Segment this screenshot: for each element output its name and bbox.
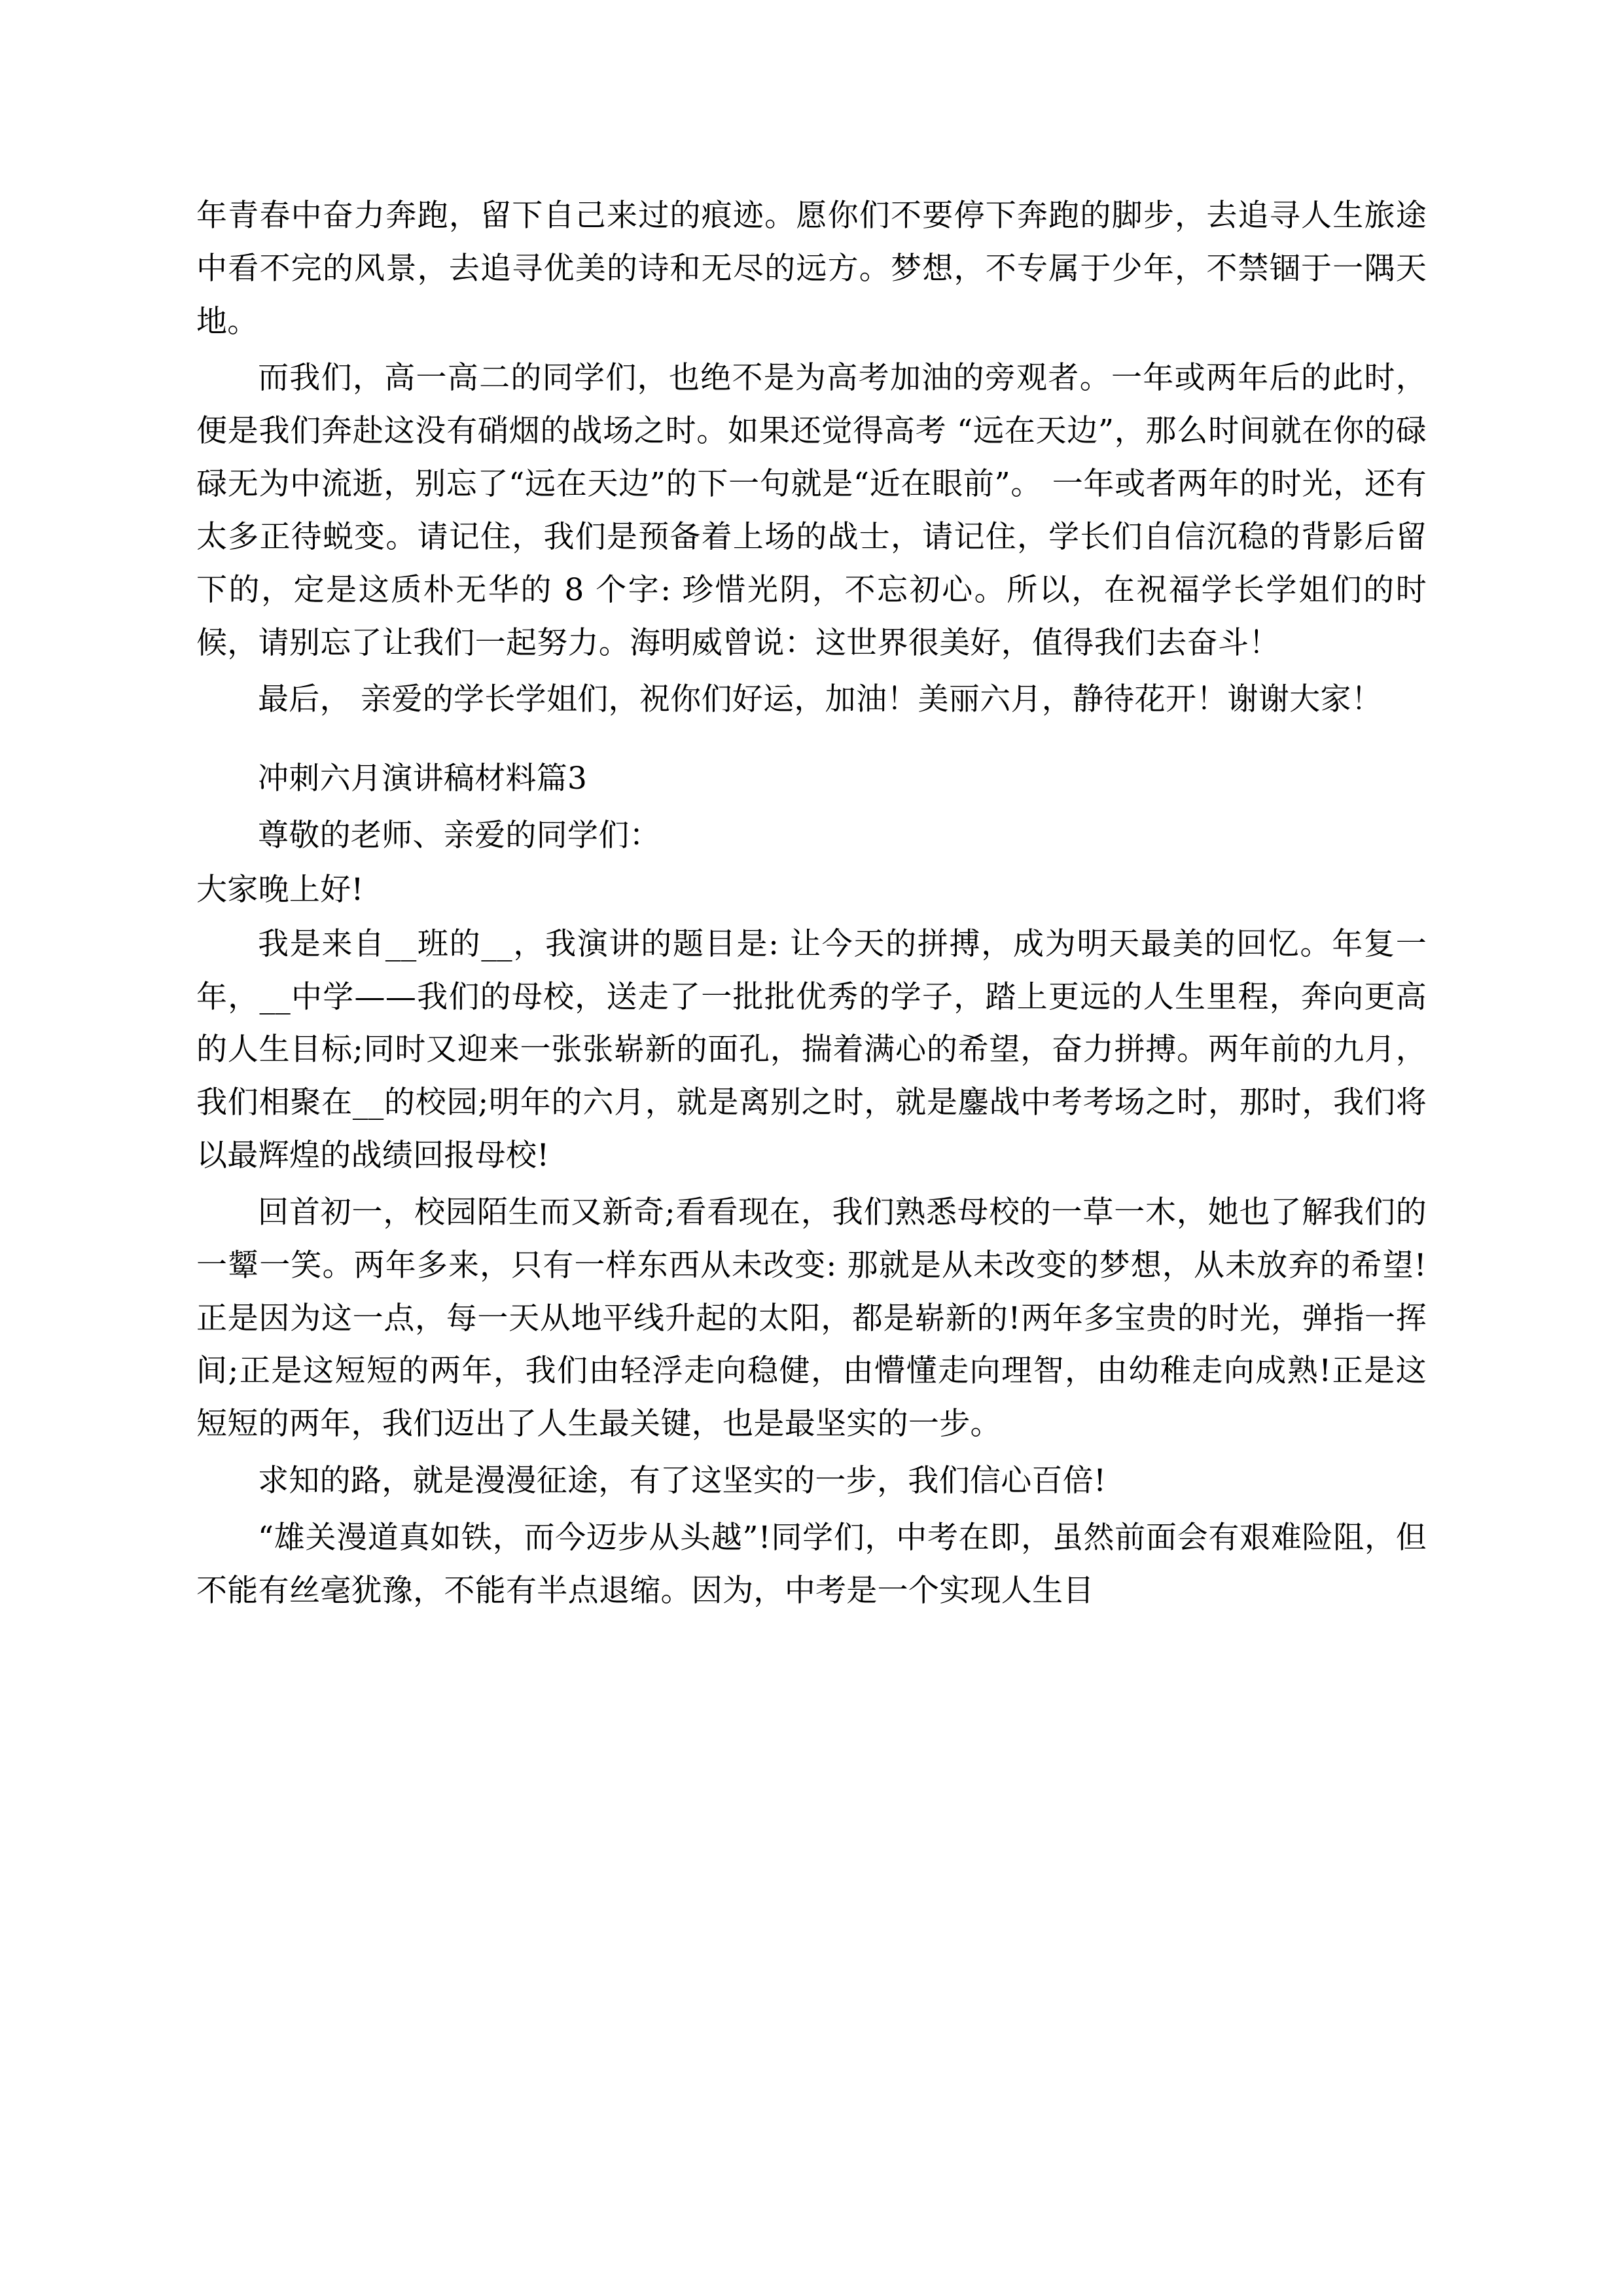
paragraph: 最后， 亲爱的学长学姐们，祝你们好运，加油！美丽六月，静待花开！谢谢大家！ <box>258 681 1383 718</box>
paragraph: “雄关漫道真如铁，而今迈步从头越”!同学们，中考在即，虽然前面会有艰难险阻，但不能有丝毫犹豫，不能有半点退缩。因为，中考是一个实现人生目 <box>196 1519 1427 1609</box>
salutation: 尊敬的老师、亲爱的同学们： <box>258 817 660 854</box>
paragraph: 而我们，高一高二的同学们，也绝不是为高考加油的旁观者。一年或两年后的此时，便是我们奔赴这没有硝烟的战场之时。如果还觉得高考 “远在天边”，那么时间就在你的碌碌无为中流逝，别忘了“远在天边”的下一句就是“近在眼前”。 一年或者两年的时光，还有太多正待蜕变。请记住，我们是预备着上场的战士，请记住，学长们自信沉稳的背影后留下的，定是这质朴无华的 8 个字: 珍惜光阴，不忘初心。所以，在祝福学长学姐们的时候，请别忘了让我们一起努力。海明威曾说：这世界很美好，值得我们去奋斗！ <box>196 360 1427 661</box>
paragraph: 我是来自__班的__，我演讲的题目是: 让今天的拼搏，成为明天最美的回忆。年复一年，__中学——我们的母校，送走了一批批优秀的学子，踏上更远的人生里程，奔向更高的人生目标;同时又迎来一张张崭新的面孔，揣着满心的希望，奋力拼搏。两年前的九月，我们相聚在__的校园;明年的六月，就是离别之时，就是鏖战中考考场之时，那时，我们将以最辉煌的战绩回报母校! <box>196 925 1427 1174</box>
paragraph: 回首初一，校园陌生而又新奇;看看现在，我们熟悉母校的一草一木，她也了解我们的一颦一笑。两年多来，只有一样东西从未改变: 那就是从未改变的梦想，从未放弃的希望!正是因为这一点，每一天从地平线升起的太阳，都是崭新的!两年多宝贵的时光，弹指一挥间;正是这短短的两年，我们由轻浮走向稳健，由懵懂走向理智，由幼稚走向成熟!正是这短短的两年，我们迈出了人生最关键，也是最坚实的一步。 <box>196 1194 1427 1443</box>
greeting: 大家晚上好! <box>196 871 364 908</box>
paragraph: 求知的路，就是漫漫征途，有了这坚实的一步，我们信心百倍! <box>258 1463 1107 1499</box>
section-heading: 冲刺六月演讲稿材料篇3 <box>258 761 588 797</box>
paragraph-continued: 年青春中奋力奔跑，留下自己来过的痕迹。愿你们不要停下奔跑的脚步，去追寻人生旅途中看不完的风景，去追寻优美的诗和无尽的远方。梦想，不专属于少年，不禁锢于一隅天地。 <box>196 198 1427 340</box>
document-body <box>196 190 1427 1618</box>
